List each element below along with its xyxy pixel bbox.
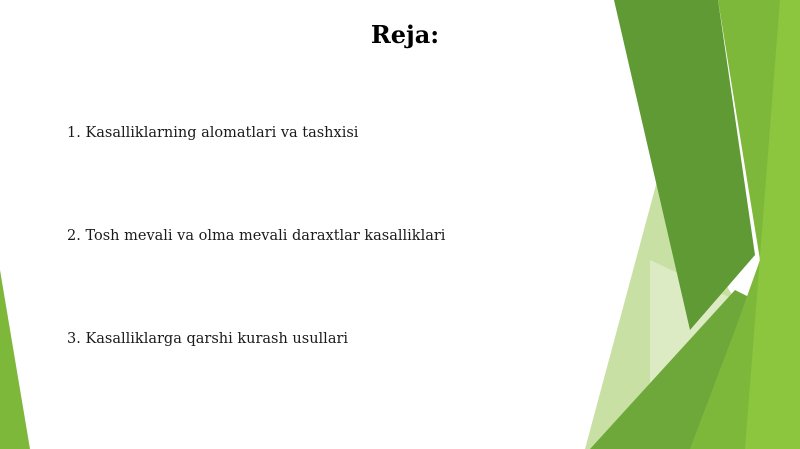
left-green-facet	[0, 270, 30, 449]
slide-title: Reja:	[370, 20, 440, 49]
plan-item-3: 3. Kasalliklarga qarshi kurash usullari	[67, 331, 349, 347]
plan-item-1: 1. Kasalliklarning alomatlari va tashxisi	[67, 125, 359, 141]
plan-item-2: 2. Tosh mevali va olma mevali daraxtlar kasalliklari	[67, 228, 446, 244]
